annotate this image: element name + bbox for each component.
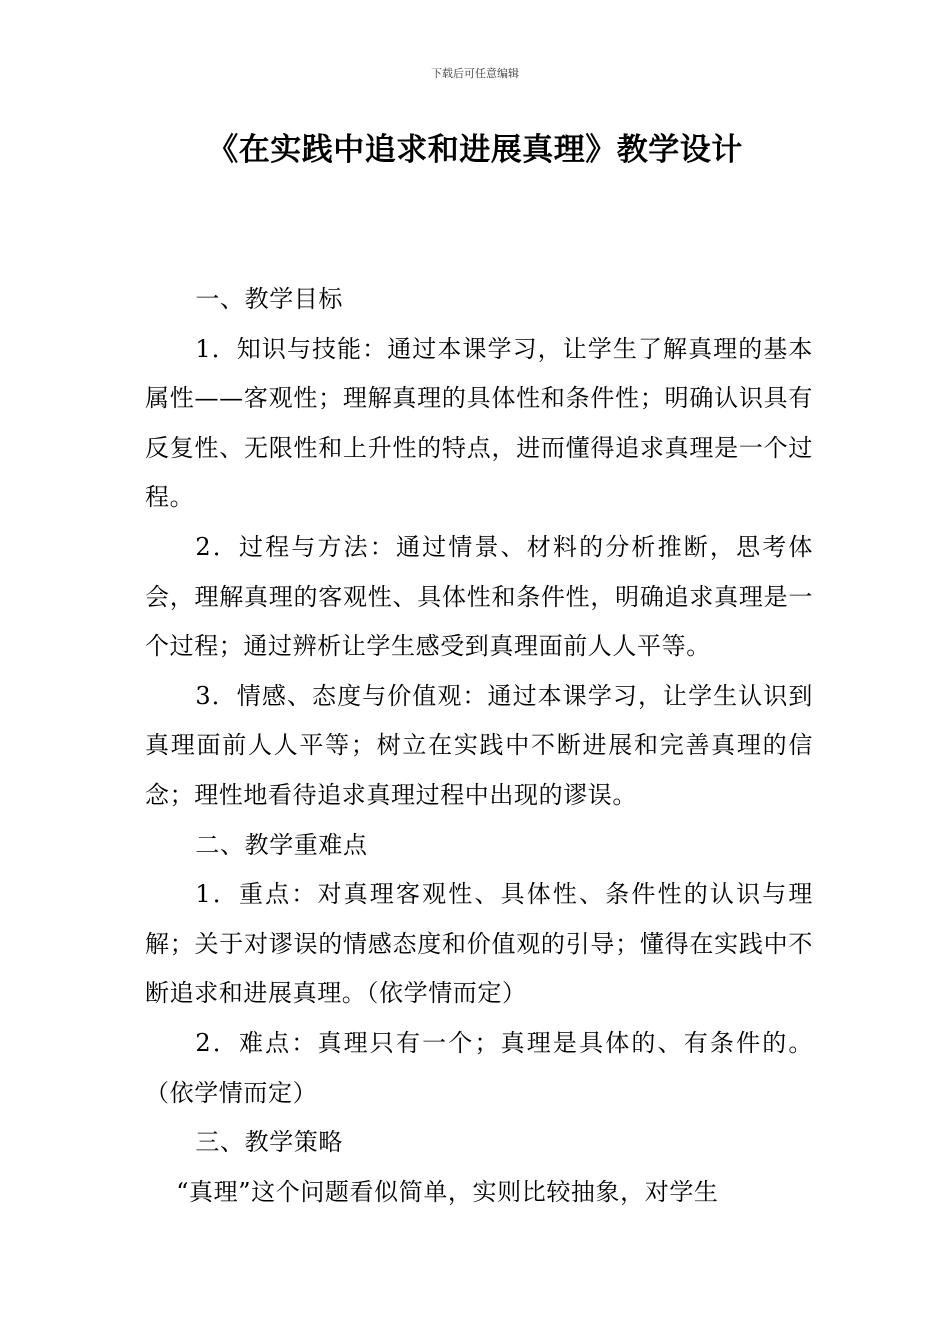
section-heading-key-points: 二、教学重难点 — [195, 830, 368, 859]
document-body — [145, 275, 813, 1217]
paragraph-difficulty: 2．难点：真理只有一个；真理是具体的、有条件的。（依学情而定） — [145, 1028, 813, 1107]
paragraph-emotions-values: 3．情感、态度与价值观：通过本课学习，让学生认识到真理面前人人平等；树立在实践中不断进展和完善真理的信念；理性地看待追求真理过程中出现的谬误。 — [145, 681, 813, 809]
paragraph-process-methods: 2．过程与方法：通过情景、材料的分析推断，思考体会，理解真理的客观性、具体性和条件性，明确追求真理是一个过程；通过辨析让学生感受到真理面前人人平等。 — [145, 532, 813, 661]
header-note: 下载后可任意编辑 — [431, 67, 519, 80]
section-heading-objectives: 一、教学目标 — [195, 285, 343, 313]
paragraph-knowledge-skills: 1．知识与技能：通过本课学习，让学生了解真理的基本属性——客观性；理解真理的具体性和条件性；明确认识具有反复性、无限性和上升性的特点，进而懂得追求真理是一个过程。 — [145, 334, 813, 512]
paragraph-key-point: 1．重点：对真理客观性、具体性、条件性的认识与理解；关于对谬误的情感态度和价值观的引导；懂得在实践中不断追求和进展真理。（依学情而定） — [145, 880, 813, 1008]
paragraph-strategy: “真理”这个问题看似简单，实则比较抽象，对学生 — [176, 1177, 719, 1206]
section-heading-strategy: 三、教学策略 — [195, 1128, 343, 1157]
document-title: 《在实践中追求和进展真理》教学设计 — [207, 132, 743, 168]
